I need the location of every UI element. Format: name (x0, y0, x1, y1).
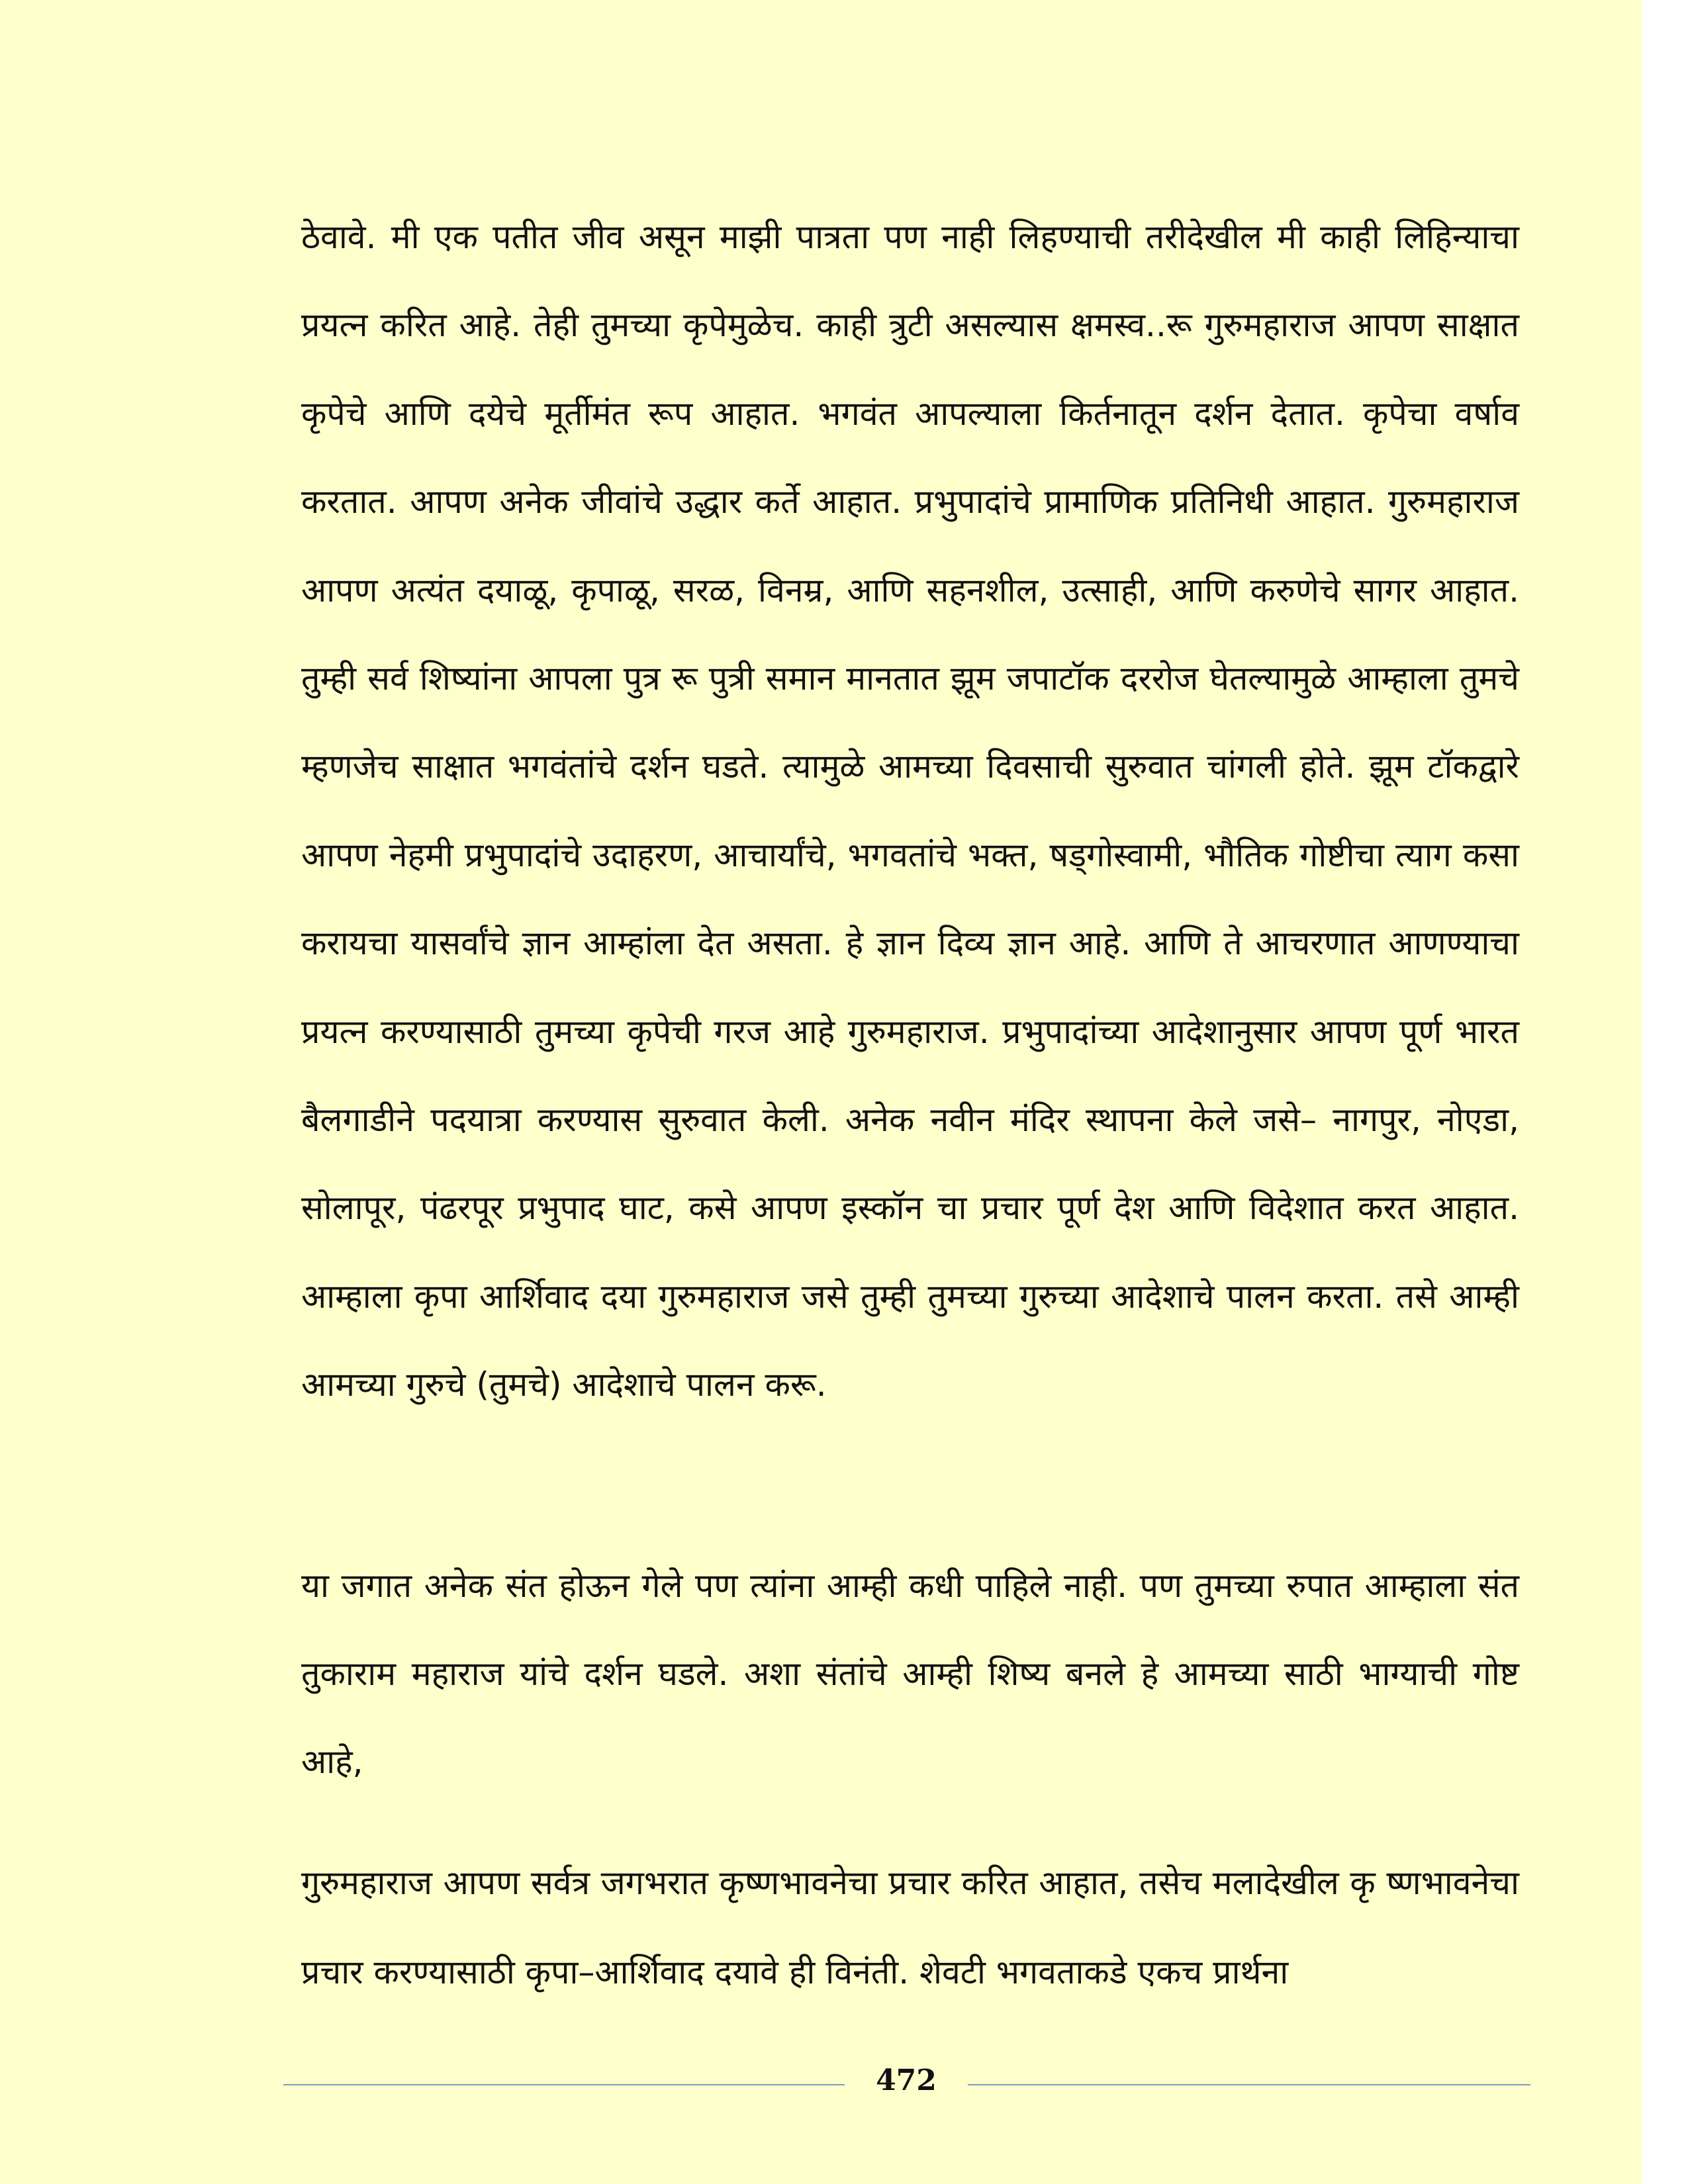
paragraph-2: या जगात अनेक संत होऊन गेले पण त्यांना आम्ही कधी पाहिले नाही. पण तुमच्या रुपात आम्हाला संत तुकाराम महाराज यांचे दर्शन घडले. अशा संतांचे आम्ही शिष्य बनले हे आमच्या साठी भाग्याची गोष्ट आहे, (301, 1567, 1519, 1781)
page-number: 472 (876, 2064, 937, 2097)
paragraph-1: ठेवावे. मी एक पतीत जीव असून माझी पात्रता पण नाही लिहण्याची तरीदेखील मी काही लिहिन्याचा प्रयत्न करित आहे. तेही तुमच्या कृपेमुळेच. काही त्रुटी असल्यास क्षमस्व..रू गुरुमहाराज आपण साक्षात कृपेचे आणि दयेचे मूर्तीमंत रूप आहात. भगवंत आपल्याला किर्तनातून दर्शन देतात. कृपेचा वर्षाव करतात. आपण अनेक जीवांचे उद्धार कर्ते आहात. प्रभुपादांचे प्रामाणिक प्रतिनिधी आहात. गुरुमहाराज आपण अत्यंत दयाळू, कृपाळू, सरळ, विनम्र, आणि सहनशील, उत्साही, आणि करुणेचे सागर आहात. तुम्ही सर्व शिष्यांना आपला पुत्र रू पुत्री समान मानतात झूम जपाटॉक दररोज घेतल्यामुळे आम्हाला तुमचे म्हणजेच साक्षात भगवंतांचे दर्शन घडते. त्यामुळे आमच्या दिवसाची सुरुवात चांगली होते. झूम टॉकद्वारे आपण नेहमी प्रभुपादांचे उदाहरण, आचार्यांचे, भगवतांचे भक्त, षड्गोस्वामी, भौतिक गोष्टीचा त्याग कसा करायचा यासर्वांचे ज्ञान आम्हांला देत असता. हे ज्ञान दिव्य ज्ञान आहे. आणि ते आचरणात आणण्याचा प्रयत्न करण्यासाठी तुमच्या कृपेची गरज आहे गुरुमहाराज. प्रभुपादांच्या आदेशानुसार आपण पूर्ण भारत बैलगाडीने पदयात्रा करण्यास सुरुवात केली. अनेक नवीन मंदिर स्थापना केले जसे– नागपुर, नोएडा, सोलापूर, पंढरपूर प्रभुपाद घाट, कसे आपण इस्कॉन चा प्रचार पूर्ण देश आणि विदेशात करत आहात. आम्हाला कृपा आर्शिवाद दया गुरुमहाराज जसे तुम्ही तुमच्या गुरुच्या आदेशाचे पालन करता. तसे आम्ही आमच्या गुरुचे (तुमचे) आदेशाचे पालन करू. (301, 218, 1519, 1404)
footer-rule-left (283, 2084, 845, 2085)
footer-rule-right (968, 2084, 1530, 2085)
paragraph-3: गुरुमहाराज आपण सर्वत्र जगभरात कृष्णभावनेचा प्रचार करित आहात, तसेच मलादेखील कृ ष्णभावनेचा प्रचार करण्यासाठी कृपा–आर्शिवाद दयावे ही विनंती. शेवटी भगवताकडे एकच प्रार्थना (301, 1864, 1519, 1991)
